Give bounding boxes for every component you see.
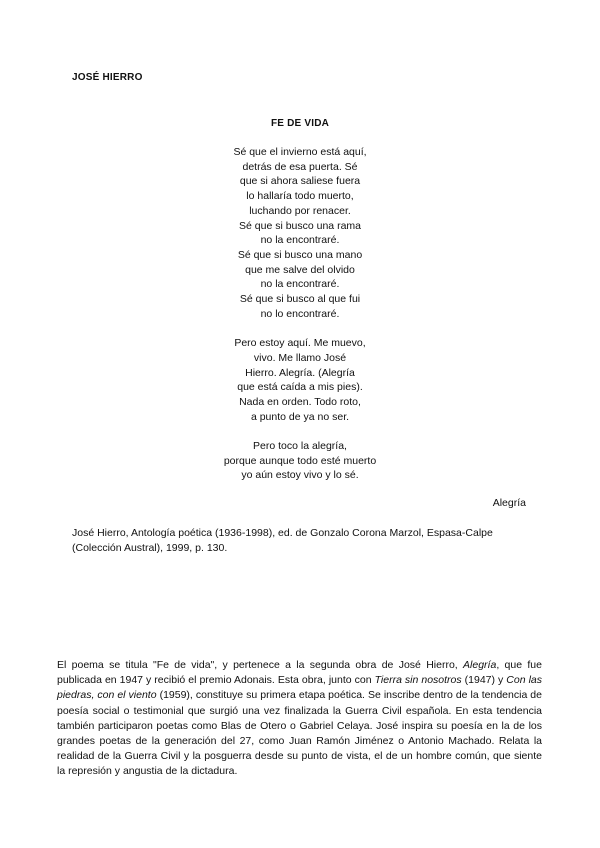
verse-line: yo aún estoy vivo y lo sé. (241, 469, 359, 482)
verse-line: Sé que el invierno está aquí, (233, 146, 367, 158)
verse-line: Nada en orden. Todo roto, (239, 395, 361, 408)
stanza-1 (0, 145, 600, 321)
bibliographic-citation (72, 526, 532, 555)
verse-line: no lo encontraré. (260, 307, 340, 320)
verse-line: que está caída a mis pies). (237, 381, 363, 394)
verse-line: a punto de ya no ser. (250, 410, 350, 423)
book-title-alegria: Alegría (463, 659, 497, 671)
commentary-paragraph (57, 658, 542, 780)
verse-line: Pero toco la alegría, (253, 440, 347, 453)
citation-line-2: (Colección Austral), 1999, p. 130. (72, 541, 228, 554)
verse-line: luchando por renacer. (249, 204, 351, 217)
verse-line: lo hallaría todo muerto, (246, 190, 354, 203)
verse-line: que si ahora saliese fuera (239, 175, 361, 188)
book-title-piedras: Con las piedras, con el viento (57, 674, 542, 702)
commentary-text: , que fue publicada en 1947 y recibió el premio Adonais. Esta obra, junto con (57, 659, 542, 687)
commentary-text: (1959), constituye su primera etapa poética. Se inscribe dentro de la tendencia de poesía social o testimonial que surgió una vez finalizada la Guerra Civil española. En esta tendencia también participaron poetas como Blas de Otero o Gabriel Celaya. José inspira su poesía en la de los grandes poetas de la generación del 27, como Juan Ramón Jiménez o Antonio Machado. Relata la realidad de la Guerra Civil y la posguerra desde su punto de vista, el de un hombre común, que siente la represión y angustia de la dictadura. (57, 689, 542, 778)
poem-body (0, 145, 600, 483)
verse-line: Sé que si busco una mano (237, 248, 363, 261)
verse-line: Hierro. Alegría. (Alegría (245, 366, 355, 379)
verse-line: Sé que si busco una rama (239, 219, 361, 232)
verse-line: detrás de esa puerta. Sé (242, 160, 358, 173)
verse-line: no la encontraré. (260, 234, 340, 247)
verse-line: Sé que si busco al que fui (239, 293, 361, 306)
commentary-text: (1947) y (461, 674, 507, 687)
poem-title: FE DE VIDA (270, 118, 330, 129)
verse-line: no la encontraré. (260, 278, 340, 291)
stanza-3 (0, 439, 600, 483)
verse-line: que me salve del olvido (245, 263, 355, 276)
citation-line-1: José Hierro, Antología poética (1936-1998), ed. de Gonzalo Corona Marzol, Espasa-Calpe (72, 527, 493, 539)
stanza-2 (0, 336, 600, 424)
commentary-text: El poema se titula "Fe de vida", y pertenece a la segunda obra de José Hierro, (57, 659, 464, 671)
author-heading: JOSÉ HIERRO (72, 72, 143, 83)
verse-line: Pero estoy aquí. Me muevo, (234, 337, 366, 350)
verse-line: vivo. Me llamo José (253, 351, 347, 364)
source-book: Alegría (492, 497, 526, 509)
book-title-tierra: Tierra sin nosotros (374, 674, 462, 687)
verse-line: porque aunque todo esté muerto (223, 454, 377, 467)
